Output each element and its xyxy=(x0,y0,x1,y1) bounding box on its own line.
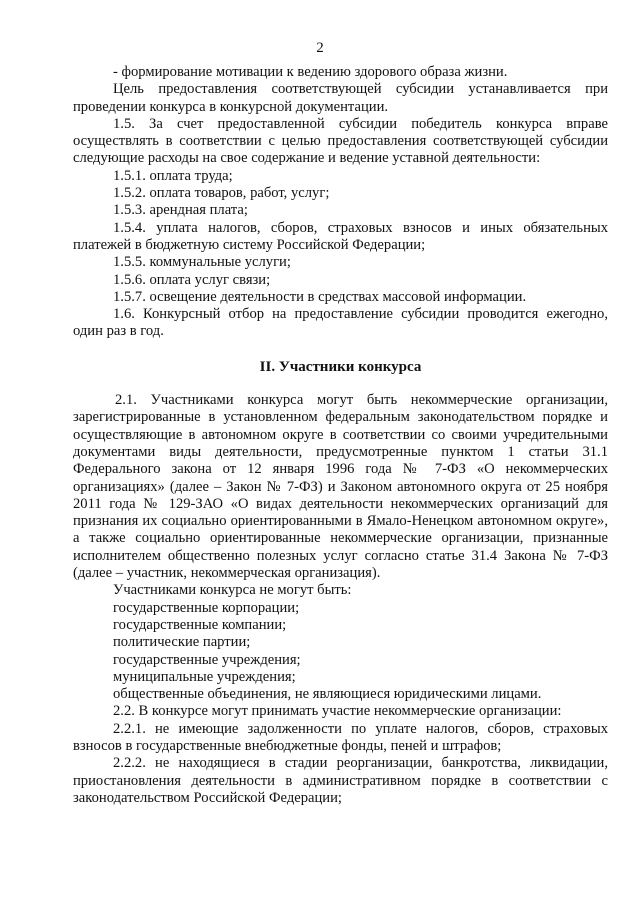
section-heading: II. Участники конкурса xyxy=(259,358,422,375)
list-item-state-institutions: государственные учреждения; xyxy=(113,651,301,668)
list-item-1-5-7: 1.5.7. освещение деятельности в средствах массовой информации. xyxy=(113,288,527,305)
list-item-2-2-2: 2.2.2. не находящиеся в стадии реорганизации, банкротства, ликвидации, приостановления деятельности в административном порядке в соответствии с законодательством Российской Федерации; xyxy=(73,755,608,806)
list-item-state-corporations: государственные корпорации; xyxy=(113,599,300,616)
list-item-1-5-3: 1.5.3. арендная плата; xyxy=(113,202,248,219)
list-item-2-2-1: 2.2.1. не имеющие задолженности по уплате налогов, сборов, страховых взносов в государственные внебюджетные фонды, пеней и штрафов; xyxy=(73,720,608,754)
list-item-1-5-6: 1.5.6. оплата услуг связи; xyxy=(113,271,271,288)
list-item-state-companies: государственные компании; xyxy=(113,616,287,633)
paragraph-1-5: 1.5. За счет предоставленной субсидии победитель конкурса вправе осуществлять в соответствии с целью предоставления соответствующей субсидии следующие расходы на свое содержание и ведение уставной деятельности: xyxy=(73,115,608,167)
list-item-political-parties: политические партии; xyxy=(113,634,251,651)
paragraph-excluded-intro: Участниками конкурса не могут быть: xyxy=(113,582,352,599)
paragraph-subsidy-goal: Цель предоставления соответствующей субсидии устанавливается при проведении конкурса в конкурсной документации. xyxy=(73,81,608,115)
paragraph-motivation: - формирование мотивации к ведению здорового образа жизни. xyxy=(113,64,508,80)
document-body xyxy=(73,64,608,807)
list-item-1-5-1: 1.5.1. оплата труда; xyxy=(113,167,233,184)
list-item-1-5-5: 1.5.5. коммунальные услуги; xyxy=(113,254,291,271)
paragraph-2-2: 2.2. В конкурсе могут принимать участие некоммерческие организации: xyxy=(113,703,562,720)
page-number: 2 xyxy=(316,40,324,56)
list-item-1-5-2: 1.5.2. оплата товаров, работ, услуг; xyxy=(113,185,330,202)
list-item-municipal-institutions: муниципальные учреждения; xyxy=(113,668,296,685)
list-item-public-associations: общественные объединения, не являющиеся юридическими лицами. xyxy=(113,686,542,703)
list-item-1-5-4: 1.5.4. уплата налогов, сборов, страховых взносов и иных обязательных платежей в бюджетную систему Российской Федерации; xyxy=(73,219,608,253)
paragraph-1-6: 1.6. Конкурсный отбор на предоставление субсидии проводится ежегодно, один раз в год. xyxy=(73,306,608,340)
paragraph-2-1: 2.1. Участниками конкурса могут быть некоммерческие организации, зарегистрированные в установленном федеральным законодательством порядке и осуществляющие в автономном округе в соответствии со своими учредительными документами виды деятельности, предусмотренные пунктом 1 статьи 31.1 Федерального закона от 12 января 1996 года № 7-ФЗ «О некоммерческих организациях» (далее – Закон № 7-ФЗ) и Законом автономного округа от 25 ноября 2011 года № 129-ЗАО «О видах деятельности некоммерческих организаций для признания их социально ориентированными в Ямало-Ненецком автономном округе», а также социально ориентированные некоммерческие организации, признанные исполнителем общественно полезных услуг согласно статье 31.4 Закона № 7-ФЗ (далее – участник, некоммерческая организация). xyxy=(73,392,608,582)
